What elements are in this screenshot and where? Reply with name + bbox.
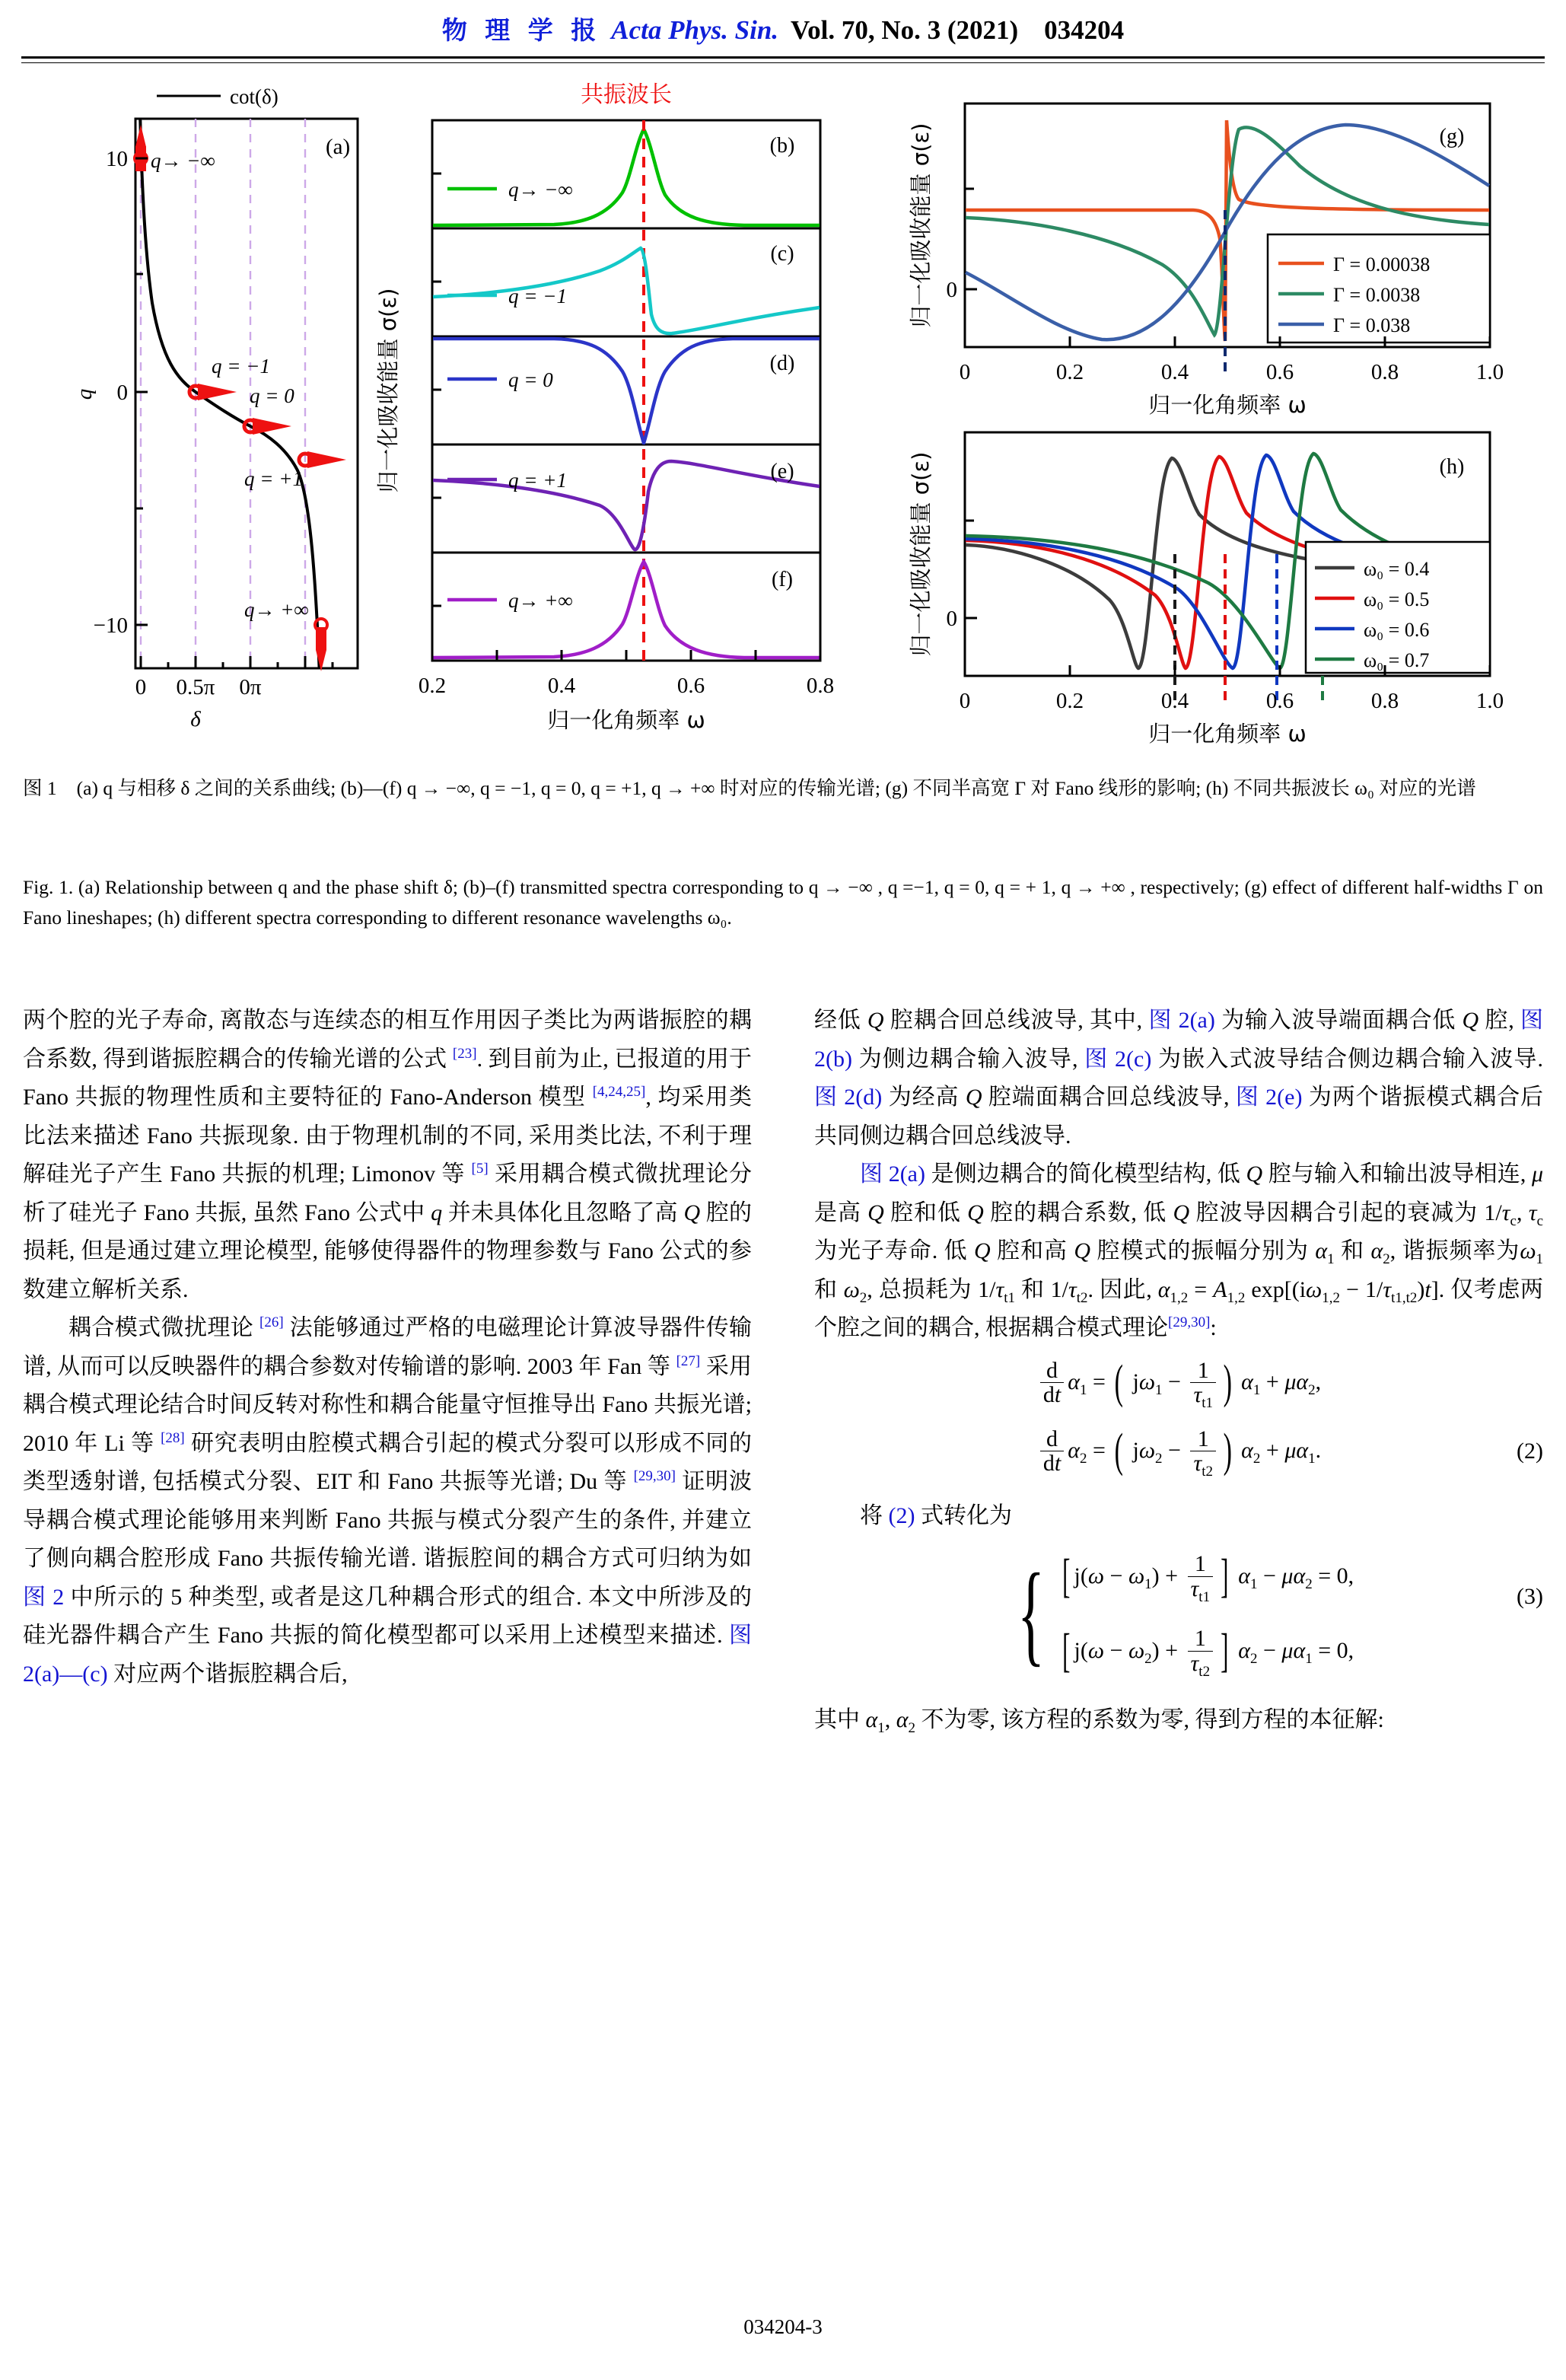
panel-h-xtick-2: 0.4: [1160, 689, 1189, 713]
header-rule: [21, 56, 1545, 63]
panel-a-xtick-2: 0π: [239, 675, 262, 699]
resonance-wavelength-label: 共振波长: [581, 81, 672, 108]
panel-h-xtick-4: 0.8: [1370, 689, 1399, 713]
equation-3-line-2: [1058, 1624, 1354, 1680]
panel-b-legend-label: q→ −∞: [508, 178, 573, 201]
panel-e-tag: (e): [770, 460, 794, 483]
one-over-tau-t2-b: $\frac{1}{\tau_{t2}}$: [1188, 1626, 1214, 1675]
equation-3-rows: [1058, 1550, 1354, 1680]
panel-g-legend: [1268, 234, 1490, 343]
panel-h: [908, 432, 1504, 747]
panel-h-ylabel: 归一化吸收能量 σ(ε): [908, 451, 934, 657]
panel-h-legend-label-1: ω₀ = 0.5: [1364, 588, 1430, 610]
panel-a-annotation-1: q = −1: [212, 355, 270, 378]
panel-g-legend-label-0: Γ = 0.00038: [1333, 253, 1431, 276]
paragraph-left-1: 两个腔的光子寿命, 离散态与连续态的相互作用因子类比为两谐振腔的耦合系数, 得到谐振腔耦合的传输光谱的公式 [23]. 到目前为止, 已报道的用于 Fano 共振的物理性质和主要特征的 Fano-Anderson 模型 [4,24,25], 均采用类比法来描述 Fano 共振现象. 由于物理机制的不同, 采用类比法, 不利于理解硅光子产生 Fano 共振的机理; Limonov 等 [5] 采用耦合模式微扰理论分析了硅光子 Fano 共振, 虽然 Fano 公式中 q 并未具体化且忽略了高 Q 腔的损耗, 但是通过建立理论模型, 能够使得器件的物理参数与 Fano 公式的参数建立解析关系.: [23, 1008, 753, 1302]
panels-b-f-separators: [432, 228, 820, 553]
panel-h-xtick-5: 1.0: [1475, 689, 1504, 713]
panel-g-legend-label-2: Γ = 0.038: [1333, 314, 1411, 336]
paragraph-right-1: 经低 Q 腔耦合回总线波导, 其中, 图 2(a) 为输入波导端面耦合低 Q 腔, 图 2(b) 为侧边耦合输入波导, 图 2(c) 为嵌入式波导结合侧边耦合输入波导. 图 2(d) 为经高 Q 腔端面耦合回总线波导, 图 2(e) 为两个谐振模式耦合后共同侧边耦合回总线波导.: [814, 1008, 1544, 1149]
rhs-1: $\alpha_1 + \mu\alpha_2$,: [1241, 1369, 1322, 1399]
rhs-2: $\alpha_2 + \mu\alpha_1$.: [1241, 1438, 1322, 1467]
panel-d-curve: [433, 339, 820, 443]
paragraph-right-4: 其中 $\alpha_1$, $\alpha_2$ 不为零, 该方程的系数为零, 得到方程的本征解:: [814, 1707, 1384, 1736]
journal-title-cn: 物 理 学 报: [441, 15, 601, 45]
panel-h-legend: [1306, 542, 1490, 673]
right-paren-1: ): [1223, 1356, 1233, 1409]
jw-w1-term: $j(\omega - \omega_1)$ +: [1074, 1563, 1184, 1592]
jomega2-term: $j\omega_2$ −: [1127, 1438, 1187, 1467]
figure-ref-2[interactable]: 图 2: [23, 1584, 65, 1610]
jw-w2-term: $j(\omega - \omega_2)$ +: [1074, 1637, 1184, 1667]
figure-ref-2ac[interactable]: 图 2(a)—(c): [23, 1623, 752, 1687]
equation-2-line-2: [814, 1425, 1543, 1480]
panel-h-tag: (h): [1439, 455, 1465, 479]
panel-a-annotation-0: q→ −∞: [151, 149, 215, 172]
figure-caption-cn-label: 图 1: [23, 777, 57, 799]
panel-a-ytick-1: 0: [116, 381, 128, 405]
panel-e-curve: [433, 461, 820, 550]
one-over-tau-t1-b: $\frac{1}{\tau_{t1}}$: [1188, 1552, 1214, 1601]
panel-g-ylabel: 归一化吸收能量 σ(ε): [908, 123, 934, 328]
figure-ref-2a[interactable]: 图 2(a): [1148, 1008, 1215, 1033]
panel-g-xtick-4: 0.8: [1370, 360, 1399, 384]
figure-ref-2b[interactable]: 图 2(b): [814, 1008, 1544, 1072]
panel-a-annotation-4: q→ +∞: [244, 598, 309, 621]
equation-3-system: [814, 1550, 1543, 1680]
paragraph-right-3: 将 (2) 式转化为: [860, 1502, 1012, 1528]
one-over-tau-t1: $\frac{1}{\tau_{t1}}$: [1190, 1359, 1216, 1407]
panels-b-f: [375, 81, 834, 733]
figure-caption-cn: [23, 773, 1543, 804]
figure-ref-2d[interactable]: 图 2(d): [814, 1085, 883, 1110]
panel-a-ylabel: q: [72, 388, 97, 400]
alpha2-term: $\alpha_2$ =: [1068, 1438, 1112, 1467]
panel-g-xtick-2: 0.4: [1160, 360, 1189, 384]
panel-g-xlabel: 归一化角频率 ω: [1148, 392, 1307, 418]
figure-ref-2a-2[interactable]: 图 2(a): [860, 1161, 925, 1187]
equation-ref-2[interactable]: (2): [888, 1502, 915, 1528]
jomega1-term: $j\omega_1$ −: [1127, 1369, 1187, 1399]
panel-a-annotation-3: q = +1: [244, 467, 303, 490]
figure-ref-2e[interactable]: 图 2(e): [1235, 1085, 1303, 1110]
volume-issue: Vol. 70, No. 3 (2021): [791, 15, 1019, 45]
equation-3: [814, 1550, 1543, 1680]
panel-a: [72, 85, 358, 731]
alpha1-term: $\alpha_1$ =: [1068, 1369, 1112, 1399]
panel-g-ytick-0: 0: [946, 278, 957, 302]
panel-h-legend-label-2: ω₀ = 0.6: [1364, 619, 1430, 641]
panel-h-xtick-3: 0.6: [1265, 689, 1294, 713]
panel-h-xlabel: 归一化角频率 ω: [1148, 721, 1307, 747]
panel-g-xtick-5: 1.0: [1475, 360, 1504, 384]
body-column-left: [23, 1002, 752, 1693]
left-bracket-1: [: [1062, 1550, 1071, 1602]
article-number: 034204: [1044, 15, 1125, 45]
paragraph-right-2: 图 2(a) 是侧边耦合的简化模型结构, 低 Q 腔与输入和输出波导相连, μ是高 Q 腔和低 Q 腔的耦合系数, 低 Q 腔波导因耦合引起的衰减为 $1/\tau_c$, $\tau_c$ 为光子寿命. 低 Q 腔和高 Q 腔模式的振幅分别为 $\alpha_1$ 和 $\alpha_2$, 谐振频率为$\omega_1$ 和 $\omega_2$, 总损耗为 $1/\tau_{t1}$ 和 $1/\tau_{t2}$. 因此, $\alpha_{1,2} = A_{1,2}$ $\exp[(i\omega_{1,2} - 1/\tau_{t1,t2})t]$. 仅考虑两个腔之间的耦合, 根据耦合模式理论[29,30]:: [814, 1161, 1544, 1340]
figure-caption-cn-text: (a) q 与相移 δ 之间的关系曲线; (b)—(f) q → −∞, q = −1, q = 0, q = +1, q → +∞ 时对应的传输光谱; (g) 不同半高宽 Γ 对 Fano 线形的影响; (h) 不同共振波长 ω₀ 对应的光谱: [76, 777, 1476, 799]
panel-a-xtick-1: 0.5π: [176, 675, 215, 699]
journal-title-en: Acta Phys. Sin.: [611, 15, 779, 45]
ddt-frac-2: $\frac{d}{dt}$: [1040, 1427, 1064, 1476]
panel-a-tag: (a): [326, 135, 351, 159]
panel-c-curve: [433, 248, 820, 333]
panel-g-xtick-3: 0.6: [1265, 360, 1294, 384]
panel-a-xlabel: δ: [190, 707, 201, 731]
panel-c-legend-label: q = −1: [508, 285, 567, 307]
panel-h-legend-label-3: ω₀ = 0.7: [1364, 649, 1430, 671]
panels-b-f-xtick-1: 0.4: [547, 674, 576, 698]
right-bracket-1: ]: [1221, 1550, 1229, 1602]
equation-3-number: (3): [1517, 1583, 1543, 1609]
citation-27[interactable]: [27]: [676, 1352, 701, 1369]
panel-e-legend-label: q = +1: [508, 469, 567, 492]
left-paren-2: (: [1115, 1425, 1124, 1477]
panel-f-legend-label: q→ +∞: [508, 589, 573, 612]
citation-23[interactable]: [23]: [452, 1045, 477, 1062]
panel-g-tag: (g): [1439, 125, 1465, 148]
panel-a-annotation-2: q = 0: [250, 384, 294, 407]
equation-2-line-1: [814, 1356, 1543, 1411]
page-footer: [0, 2315, 1566, 2339]
panel-a-ytick-2: −10: [93, 613, 128, 638]
panel-g-xtick-1: 0.2: [1055, 360, 1084, 384]
panel-b-curve: [433, 129, 820, 225]
figure-caption-en-text: Fig. 1. (a) Relationship between q and the phase shift δ; (b)–(f) transmitted spectra corresponding to q → −∞ , q =−1, q = 0, q = + 1, q → +∞ , respectively; (g) effect of different half-widths Γ on Fano lineshapes; (h) different spectra corresponding to different resonance wavelengths ω₀.: [23, 876, 1543, 929]
panel-d-legend-label: q = 0: [508, 368, 553, 391]
panel-a-ytick-0: 10: [106, 147, 128, 171]
panel-h-ytick-0: 0: [946, 607, 957, 631]
panel-h-xtick-1: 0.2: [1055, 689, 1084, 713]
panels-b-f-ylabel: 归一化吸收能量 σ(ε): [375, 288, 401, 493]
running-head: [0, 11, 1566, 46]
paragraph-left-2: 耦合模式微扰理论 [26] 法能够通过严格的电磁理论计算波导器件传输谱, 从而可以反映器件的耦合参数对传输谱的影响. 2003 年 Fan 等 [27] 采用耦合模式理论结合时间反转对称性和耦合能量守恒推导出 Fano 共振光谱; 2010 年 Li 等 [28] 研究表明由腔模式耦合引起的模式分裂可以形成不同的类型透射谱, 包括模式分裂、EIT 和 Fano 共振等光谱; Du 等 [29,30] 证明波导耦合模式理论能够用来判断 Fano 共振与模式分裂产生的条件, 并建立了侧向耦合腔形成 Fano 共振传输光谱. 谐振腔间的耦合方式可归纳为如图 2 中所示的 5 种类型, 或者是这几种耦合形式的组合. 本文中所涉及的硅光器件耦合产生 Fano 共振的简化模型都可以采用上述模型来描述. 图 2(a)—(c) 对应两个谐振腔耦合后,: [23, 1314, 753, 1687]
system-brace: {: [1017, 1550, 1045, 1677]
citation-28[interactable]: [28]: [161, 1429, 185, 1446]
equation-2-number: (2): [1517, 1439, 1543, 1464]
panels-b-f-xtick-2: 0.6: [676, 674, 705, 698]
panel-b-tag: (b): [769, 134, 795, 158]
panel-h-legend-label-0: ω₀ = 0.4: [1364, 558, 1430, 580]
figure-1: [21, 75, 1545, 760]
panels-b-f-xtick-3: 0.8: [806, 674, 835, 698]
equation-3-line-1: [1058, 1550, 1354, 1605]
panel-d-tag: (d): [769, 352, 795, 375]
panel-g: [908, 104, 1504, 418]
panels-b-f-xlabel: 归一化角频率 ω: [547, 707, 705, 733]
left-bracket-2: [: [1062, 1624, 1071, 1677]
citation-26[interactable]: [26]: [259, 1314, 284, 1330]
panel-g-legend-label-1: Γ = 0.0038: [1333, 284, 1421, 306]
panels-b-f-frame: [432, 120, 820, 661]
panel-a-legend-label: cot(δ): [230, 85, 279, 108]
panel-g-xtick-0: 0: [959, 360, 971, 384]
page-number: 034204-3: [743, 2315, 823, 2338]
panel-f-tag: (f): [772, 568, 793, 591]
rhs-3a: $\alpha_1 - \mu\alpha_2 = 0$,: [1238, 1563, 1354, 1592]
left-paren-1: (: [1115, 1356, 1124, 1409]
rhs-3b: $\alpha_2 - \mu\alpha_1 = 0$,: [1238, 1637, 1354, 1667]
body-column-right: [814, 1002, 1543, 1740]
panel-c-tag: (c): [770, 242, 794, 266]
equation-2: [814, 1356, 1543, 1480]
panel-a-frame: [135, 119, 358, 668]
panel-h-xtick-0: 0: [959, 689, 971, 713]
panels-b-f-xtick-0: 0.2: [418, 674, 447, 698]
panels-b-f-yticks: [432, 174, 441, 606]
right-bracket-2: ]: [1221, 1624, 1229, 1677]
ddt-frac-1: $\frac{d}{dt}$: [1040, 1359, 1064, 1407]
panel-f-curve: [433, 562, 820, 658]
figure-caption-en: [23, 872, 1543, 933]
citation-4-24-25[interactable]: [4,24,25]: [592, 1084, 646, 1100]
figure-ref-2c[interactable]: 图 2(c): [1084, 1046, 1152, 1072]
panel-a-xtick-0: 0: [135, 675, 147, 699]
citation-29-30[interactable]: [29,30]: [633, 1468, 676, 1484]
citation-29-30-b[interactable]: [29,30]: [1168, 1314, 1211, 1330]
figure-1-graphic: [21, 75, 1545, 760]
one-over-tau-t2: $\frac{1}{\tau_{t2}}$: [1190, 1427, 1216, 1476]
citation-5[interactable]: [5]: [471, 1161, 489, 1177]
panel-a-xticks: [141, 656, 333, 668]
right-paren-2: ): [1223, 1425, 1233, 1477]
